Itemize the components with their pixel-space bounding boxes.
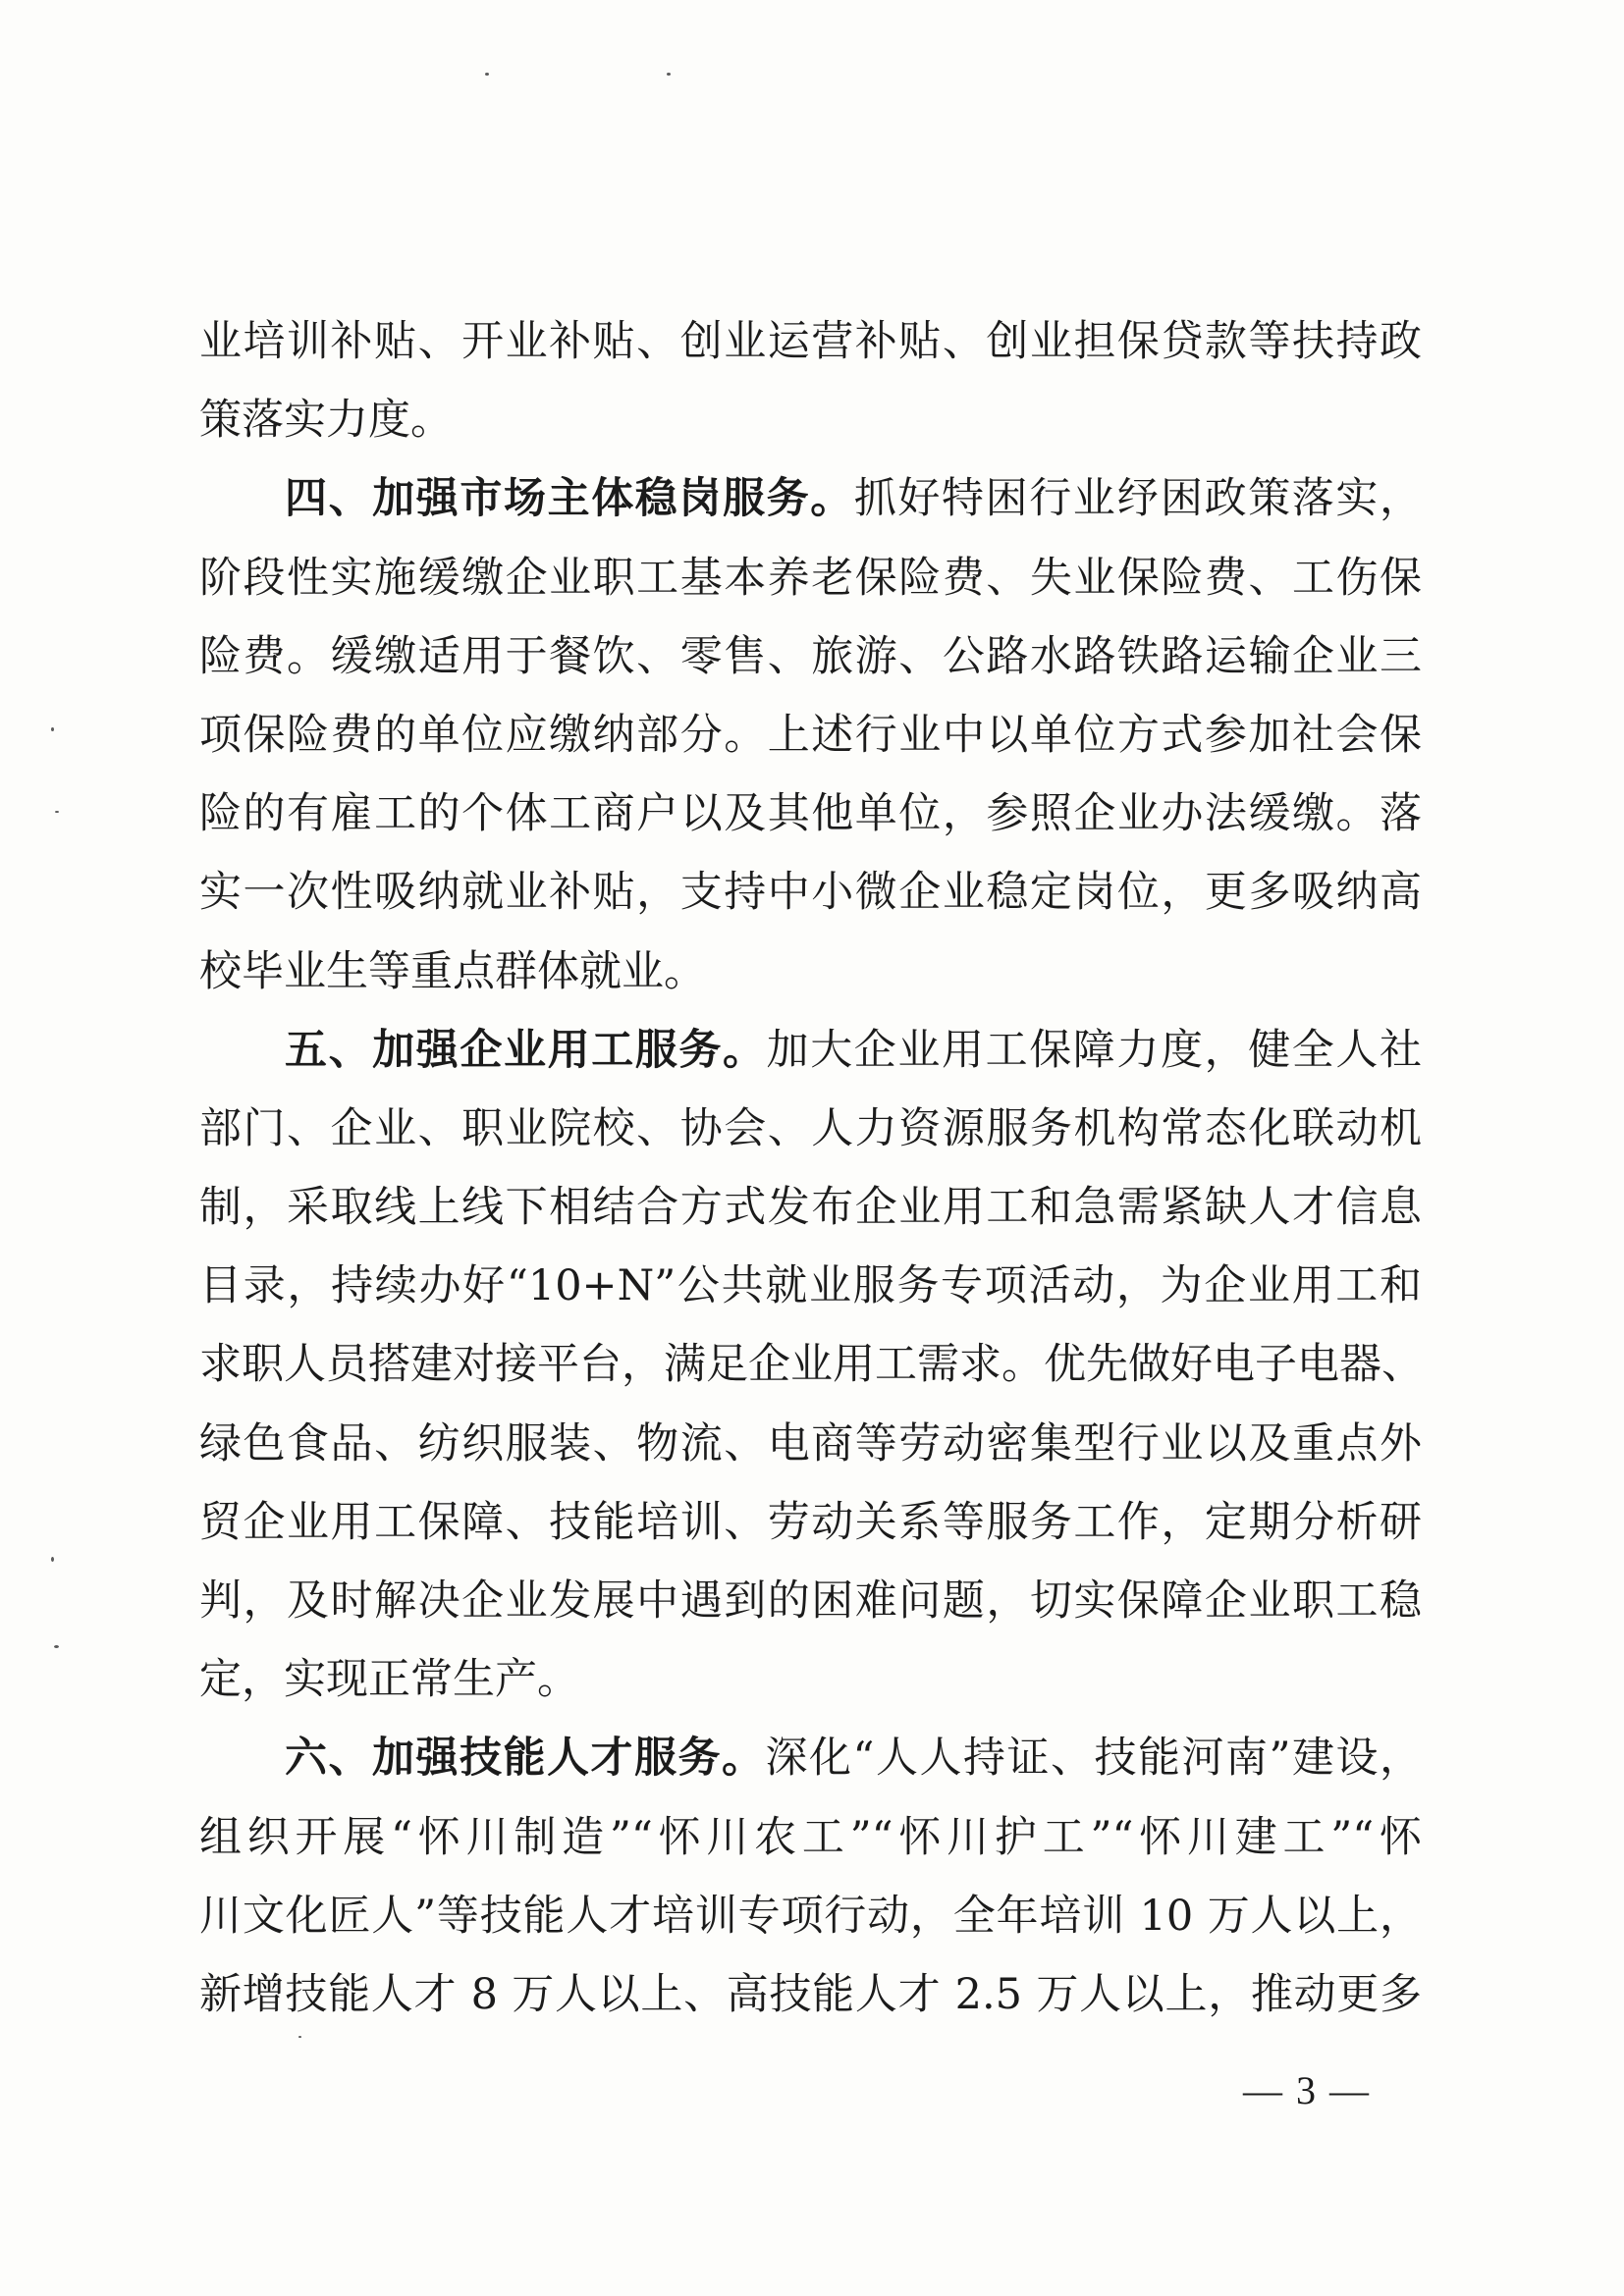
- paragraph-continuation: [199, 302, 1422, 459]
- scan-speck: [51, 727, 54, 731]
- page-number: — 3 —: [1243, 2068, 1371, 2112]
- text-line: 阶段性实施缓缴企业职工基本养老保险费、失业保险费、工伤保: [199, 553, 1422, 603]
- text-line: 目录，持续办好“10+N”公共就业服务专项活动，为企业用工和: [199, 1261, 1422, 1311]
- text-line: 策落实力度。: [199, 396, 453, 446]
- section-first-line: [199, 1719, 1422, 1797]
- text-line: 定，实现正常生产。: [199, 1655, 579, 1705]
- section-heading: 五、加强企业用工服务。: [285, 1025, 767, 1075]
- text-line: 川文化匠人”等技能人才培训专项行动，全年培训 10 万人以上，: [199, 1891, 1422, 1941]
- scan-speck: [54, 1645, 59, 1648]
- text-line: 制，采取线上线下相结合方式发布企业用工和急需紧缺人才信息: [199, 1183, 1422, 1233]
- text-line: 实一次性吸纳就业补贴，支持中小微企业稳定岗位，更多吸纳高: [199, 868, 1422, 918]
- scan-speck: [55, 811, 59, 813]
- text-line: 险费。缓缴适用于餐饮、零售、旅游、公路水路铁路运输企业三: [199, 631, 1422, 681]
- text-line: 项保险费的单位应缴纳部分。上述行业中以单位方式参加社会保: [199, 710, 1422, 760]
- text-line: 组织开展“怀川制造”“怀川农工”“怀川护工”“怀川建工”“怀: [199, 1812, 1422, 1862]
- section-text: 深化“人人持证、技能河南”建设，: [765, 1734, 1422, 1784]
- text-line: 绿色食品、纺织服装、物流、电商等劳动密集型行业以及重点外: [199, 1418, 1422, 1468]
- document-body: [199, 302, 1422, 2034]
- section-first-line: [199, 1011, 1422, 1090]
- text-line: 险的有雇工的个体工商户以及其他单位，参照企业办法缓缴。落: [199, 789, 1422, 839]
- scan-speck: [298, 2036, 301, 2038]
- scan-speck: [485, 73, 489, 76]
- text-line: 求职人员搭建对接平台，满足企业用工需求。优先做好电子电器、: [199, 1340, 1424, 1390]
- section-4: [199, 459, 1422, 1010]
- text-line: 部门、企业、职业院校、协会、人力资源服务机构常态化联动机: [199, 1103, 1422, 1153]
- section-heading: 四、加强市场主体稳岗服务。: [285, 474, 854, 524]
- section-text: 抓好特困行业纾困政策落实，: [853, 474, 1423, 524]
- text-line: 校毕业生等重点群体就业。: [199, 946, 706, 996]
- text-line: 业培训补贴、开业补贴、创业运营补贴、创业担保贷款等扶持政: [199, 317, 1422, 366]
- scan-speck: [51, 1557, 54, 1562]
- section-6: [199, 1719, 1422, 2034]
- text-line: 贸企业用工保障、技能培训、劳动关系等服务工作，定期分析研: [199, 1497, 1422, 1547]
- text-line: 判，及时解决企业发展中遇到的困难问题，切实保障企业职工稳: [199, 1576, 1422, 1626]
- section-text: 加大企业用工保障力度，健全人社: [766, 1025, 1423, 1075]
- section-first-line: [199, 459, 1422, 538]
- text-line: 新增技能人才 8 万人以上、高技能人才 2.5 万人以上，推动更多: [199, 1969, 1422, 2019]
- scan-speck: [667, 73, 671, 76]
- section-5: [199, 1011, 1422, 1720]
- section-heading: 六、加强技能人才服务。: [285, 1734, 766, 1784]
